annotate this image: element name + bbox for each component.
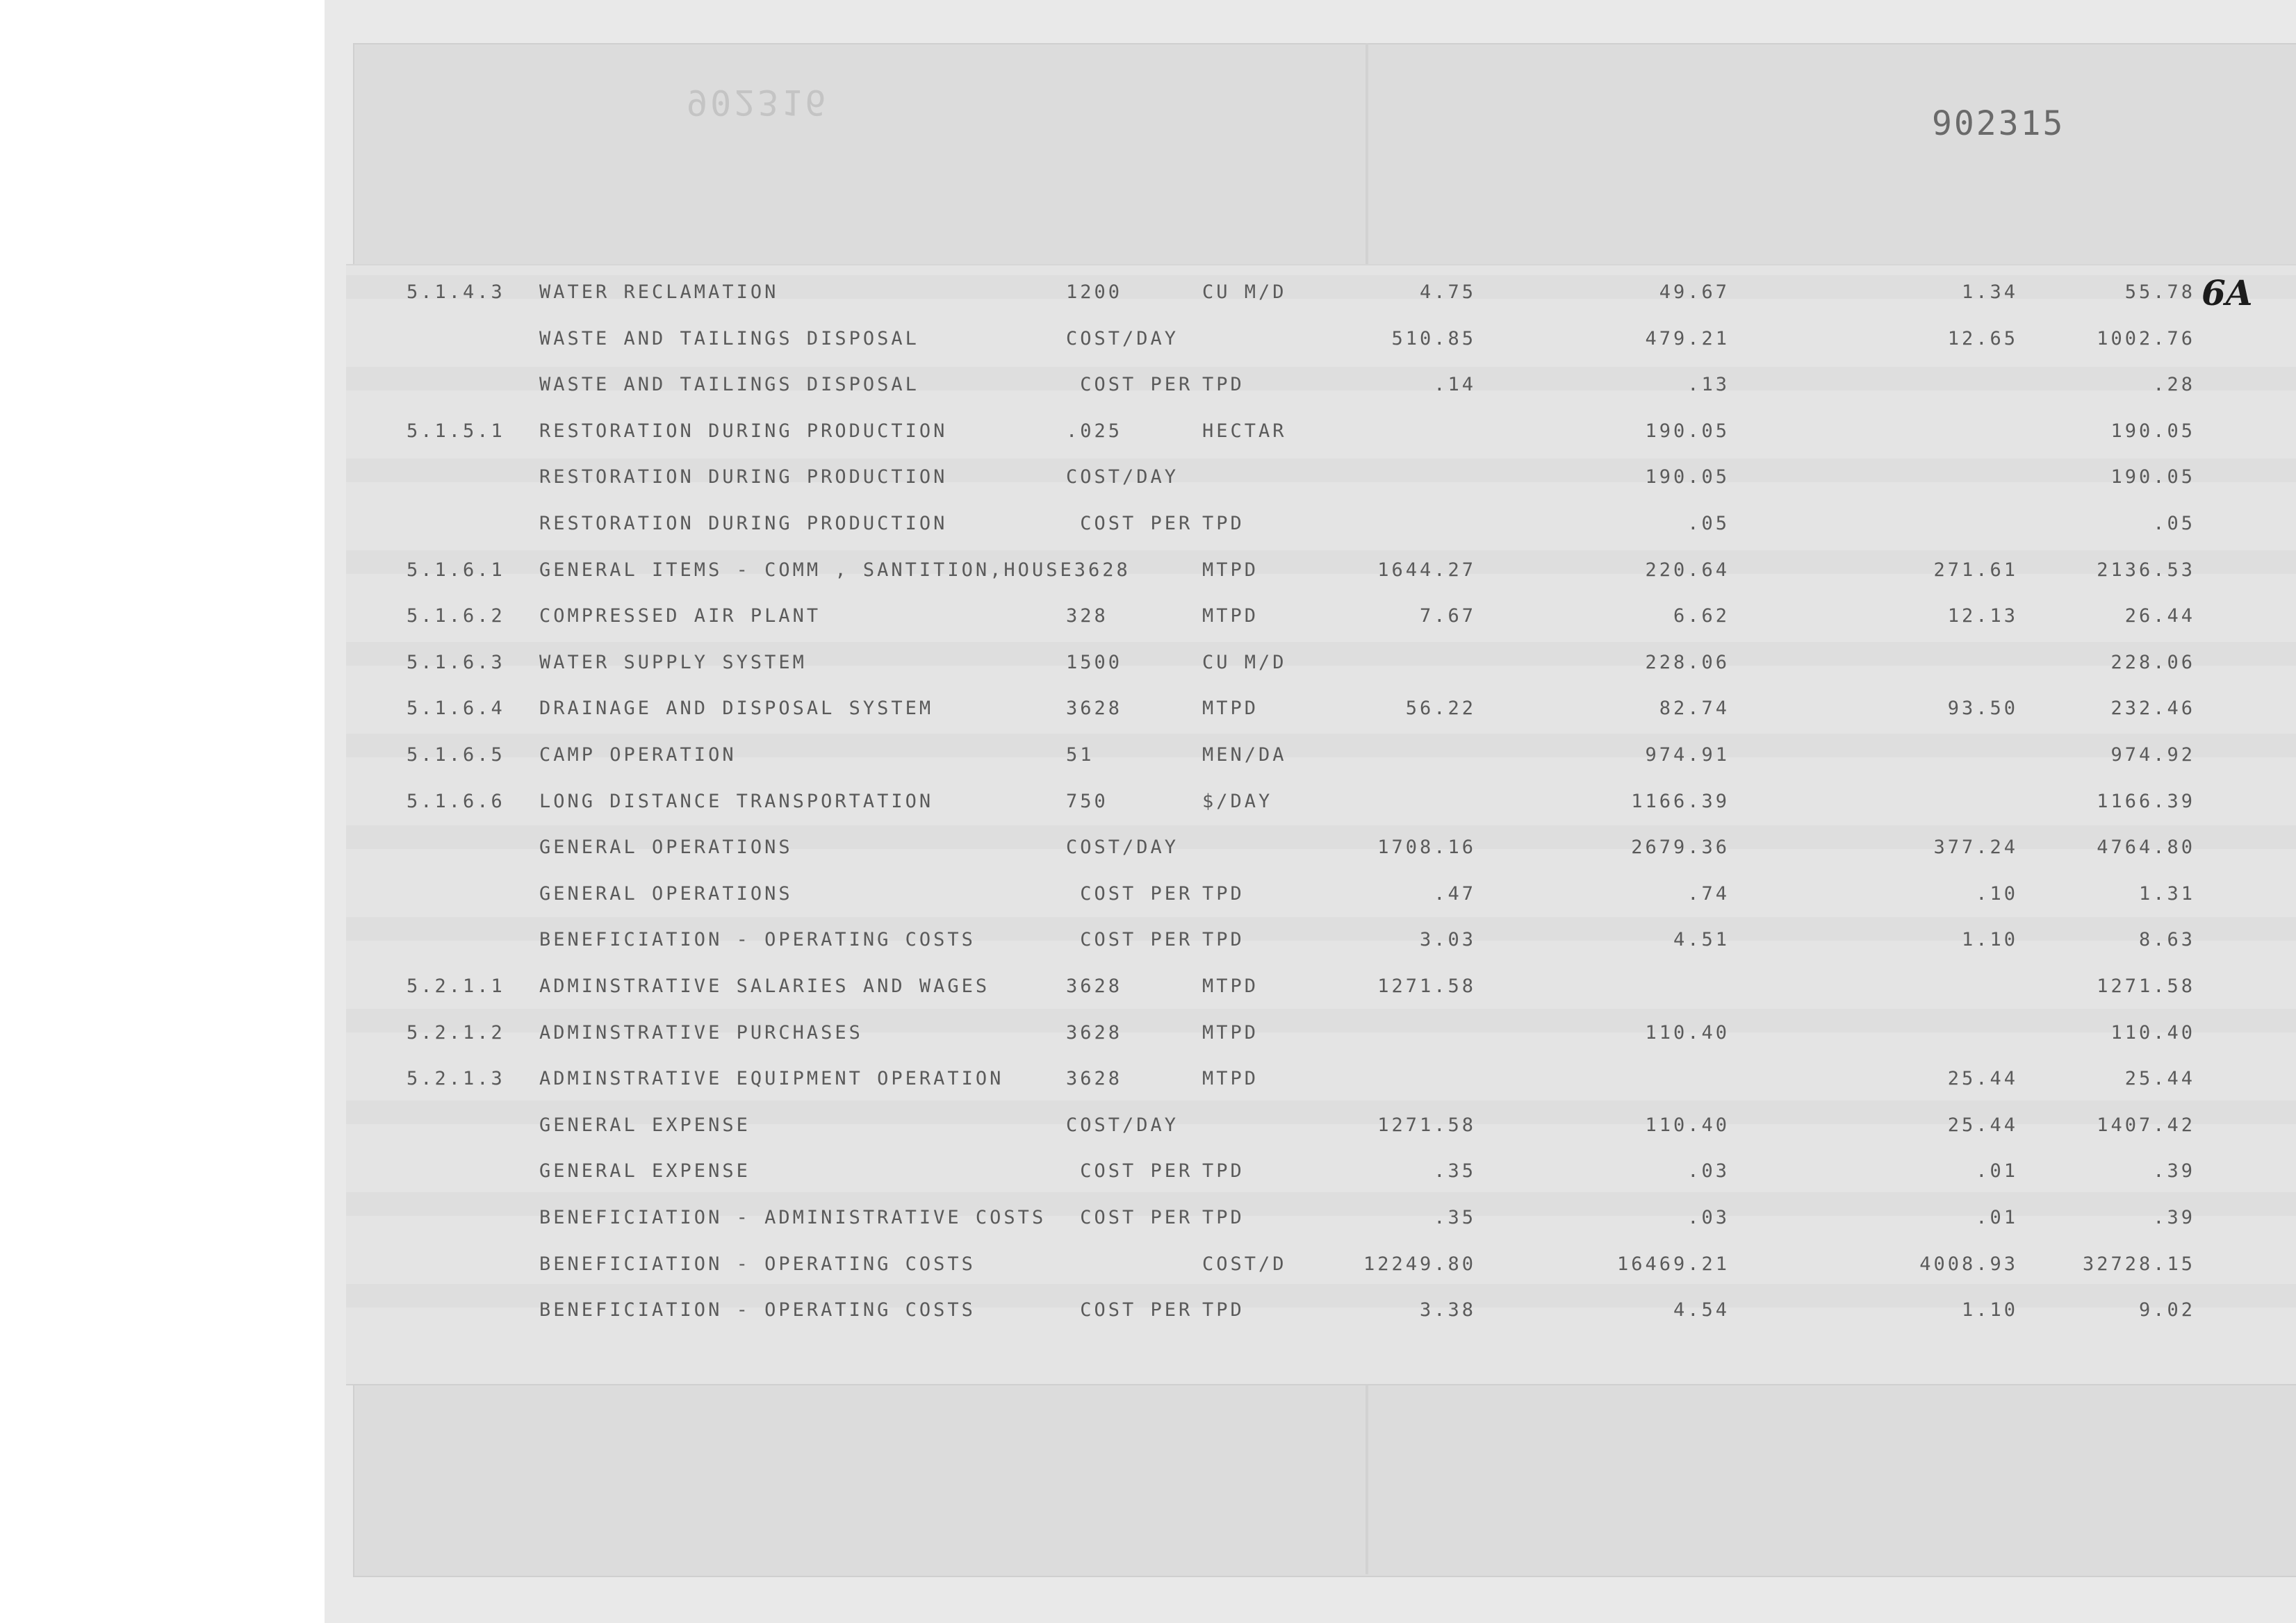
table-row: [0, 743, 2296, 789]
cost-value-3: .01: [1976, 1207, 2018, 1228]
item-code: 5.1.6.5: [407, 744, 505, 766]
quantity: 750: [1066, 791, 1108, 812]
table-row: [0, 466, 2296, 511]
cost-value-1: .35: [1434, 1160, 1476, 1182]
table-row: [0, 928, 2296, 974]
cost-value-2: 4.51: [1673, 929, 1730, 950]
cost-total: 232.46: [2110, 698, 2195, 719]
cost-value-2: 190.05: [1645, 420, 1730, 442]
unit: TPD: [1202, 1299, 1245, 1321]
table-row: [0, 512, 2296, 558]
item-description: WATER SUPPLY SYSTEM: [539, 652, 807, 673]
quantity: COST PER: [1066, 1299, 1193, 1321]
quantity: COST PER: [1066, 513, 1193, 534]
cost-total: 8.63: [2138, 929, 2195, 950]
cost-value-2: .13: [1687, 374, 1730, 395]
table-row: [0, 836, 2296, 882]
item-description: BENEFICIATION - ADMINISTRATIVE COSTS: [539, 1207, 1047, 1228]
cost-value-3: 93.50: [1947, 698, 2018, 719]
unit: TPD: [1202, 883, 1245, 905]
item-code: 5.1.6.3: [407, 652, 505, 673]
cost-value-2: .05: [1687, 513, 1730, 534]
unit: MTPD: [1202, 698, 1259, 719]
cost-value-1: 1708.16: [1377, 837, 1476, 858]
cost-value-3: 1.10: [1961, 1299, 2018, 1321]
quantity: .025: [1066, 420, 1123, 442]
quantity: 3628: [1066, 1022, 1123, 1044]
cost-total: 32728.15: [2082, 1253, 2195, 1275]
table-row: [0, 1299, 2296, 1344]
cost-total: 26.44: [2124, 605, 2195, 627]
item-description: GENERAL ITEMS - COMM , SANTITION,HOUSE3628: [539, 559, 1131, 581]
unit: $/DAY: [1202, 791, 1273, 812]
item-description: BENEFICIATION - OPERATING COSTS: [539, 929, 976, 950]
cost-value-2: 220.64: [1645, 559, 1730, 581]
cost-value-2: .03: [1687, 1207, 1730, 1228]
cost-value-1: 56.22: [1405, 698, 1476, 719]
cost-value-3: 1.34: [1961, 281, 2018, 303]
table-row: [0, 420, 2296, 466]
cost-value-1: 1644.27: [1377, 559, 1476, 581]
table-row: [0, 1206, 2296, 1252]
cost-value-1: 510.85: [1391, 328, 1476, 349]
cost-value-2: 4.54: [1673, 1299, 1730, 1321]
table-row: [0, 1067, 2296, 1113]
cost-value-2: 190.05: [1645, 466, 1730, 488]
item-description: LONG DISTANCE TRANSPORTATION: [539, 791, 934, 812]
cost-value-3: 25.44: [1947, 1114, 2018, 1136]
item-description: BENEFICIATION - OPERATING COSTS: [539, 1299, 976, 1321]
cost-value-1: 3.38: [1419, 1299, 1476, 1321]
cost-value-1: .47: [1434, 883, 1476, 905]
table-row: [0, 1021, 2296, 1067]
table-row: [0, 1253, 2296, 1299]
item-description: WASTE AND TAILINGS DISPOSAL: [539, 328, 919, 349]
item-code: 5.1.6.6: [407, 791, 505, 812]
cost-value-1: 7.67: [1419, 605, 1476, 627]
cost-total: .05: [2153, 513, 2195, 534]
cost-value-2: 82.74: [1659, 698, 1730, 719]
item-code: 5.1.6.1: [407, 559, 505, 581]
quantity: 51: [1066, 744, 1094, 766]
cost-value-2: 6.62: [1673, 605, 1730, 627]
cost-total: 1166.39: [2097, 791, 2195, 812]
table-row: [0, 1114, 2296, 1160]
quantity: 1500: [1066, 652, 1123, 673]
quantity: COST/DAY: [1066, 328, 1179, 349]
cost-value-3: 1.10: [1961, 929, 2018, 950]
item-description: ADMINSTRATIVE PURCHASES: [539, 1022, 863, 1044]
cost-value-2: 2679.36: [1631, 837, 1730, 858]
cost-total: .39: [2153, 1207, 2195, 1228]
item-code: 5.1.6.4: [407, 698, 505, 719]
unit: HECTAR: [1202, 420, 1287, 442]
item-description: RESTORATION DURING PRODUCTION: [539, 420, 948, 442]
table-row: [0, 697, 2296, 743]
cost-total: 1271.58: [2097, 975, 2195, 997]
unit: CU M/D: [1202, 652, 1287, 673]
handwritten-page-mark: 6A: [2201, 272, 2253, 313]
cost-value-3: 25.44: [1947, 1068, 2018, 1089]
unit: MTPD: [1202, 1022, 1259, 1044]
cost-value-2: .03: [1687, 1160, 1730, 1182]
unit: TPD: [1202, 1207, 1245, 1228]
cost-total: 1002.76: [2097, 328, 2195, 349]
cost-total: 190.05: [2110, 420, 2195, 442]
cost-value-3: .01: [1976, 1160, 2018, 1182]
item-code: 5.1.5.1: [407, 420, 505, 442]
unit: MTPD: [1202, 975, 1259, 997]
cost-value-2: 1166.39: [1631, 791, 1730, 812]
quantity: COST/DAY: [1066, 1114, 1179, 1136]
cost-value-3: 271.61: [1933, 559, 2018, 581]
quantity: 3628: [1066, 1068, 1123, 1089]
cost-total: 25.44: [2124, 1068, 2195, 1089]
unit: TPD: [1202, 1160, 1245, 1182]
cost-value-1: 3.03: [1419, 929, 1476, 950]
cost-total: 2136.53: [2097, 559, 2195, 581]
item-description: BENEFICIATION - OPERATING COSTS: [539, 1253, 976, 1275]
item-description: GENERAL OPERATIONS: [539, 883, 793, 905]
cost-value-2: 974.91: [1645, 744, 1730, 766]
quantity: 3628: [1066, 698, 1123, 719]
cost-total: 4764.80: [2097, 837, 2195, 858]
cost-value-3: 12.65: [1947, 328, 2018, 349]
cost-value-1: 1271.58: [1377, 975, 1476, 997]
cost-total: 974.92: [2110, 744, 2195, 766]
quantity: COST PER: [1066, 929, 1193, 950]
cost-total: 110.40: [2110, 1022, 2195, 1044]
cost-value-3: 4008.93: [1919, 1253, 2018, 1275]
unit: COST/D: [1202, 1253, 1287, 1275]
item-code: 5.2.1.3: [407, 1068, 505, 1089]
table-row: [0, 559, 2296, 604]
quantity: 3628: [1066, 975, 1123, 997]
quantity: COST PER: [1066, 374, 1193, 395]
table-row: [0, 604, 2296, 650]
table-row: [0, 327, 2296, 373]
table-row: [0, 1160, 2296, 1205]
quantity: 1200: [1066, 281, 1123, 303]
unit: CU M/D: [1202, 281, 1287, 303]
cost-total: 1407.42: [2097, 1114, 2195, 1136]
cost-total: 9.02: [2138, 1299, 2195, 1321]
cost-value-1: 12249.80: [1363, 1253, 1476, 1275]
quantity: COST PER: [1066, 1160, 1193, 1182]
item-description: WATER RECLAMATION: [539, 281, 779, 303]
unit: TPD: [1202, 929, 1245, 950]
unit: MTPD: [1202, 1068, 1259, 1089]
cost-value-1: .35: [1434, 1207, 1476, 1228]
cost-total: 228.06: [2110, 652, 2195, 673]
unit: TPD: [1202, 374, 1245, 395]
cost-total: .39: [2153, 1160, 2195, 1182]
unit: MEN/DA: [1202, 744, 1287, 766]
cost-value-2: 479.21: [1645, 328, 1730, 349]
table-row: [0, 882, 2296, 928]
cost-value-2: 49.67: [1659, 281, 1730, 303]
item-description: RESTORATION DURING PRODUCTION: [539, 513, 948, 534]
table-row: [0, 790, 2296, 836]
cost-total: 190.05: [2110, 466, 2195, 488]
cost-value-2: 110.40: [1645, 1114, 1730, 1136]
item-code: 5.1.4.3: [407, 281, 505, 303]
table-row: [0, 281, 2296, 327]
cost-value-3: 377.24: [1933, 837, 2018, 858]
item-code: 5.2.1.1: [407, 975, 505, 997]
document-number-stamp: 902315: [1932, 104, 2065, 143]
unit: MTPD: [1202, 559, 1259, 581]
item-description: GENERAL EXPENSE: [539, 1160, 751, 1182]
table-row: [0, 373, 2296, 419]
quantity: 328: [1066, 605, 1108, 627]
table-row: [0, 975, 2296, 1021]
cost-value-1: .14: [1434, 374, 1476, 395]
cost-total: .28: [2153, 374, 2195, 395]
unit: MTPD: [1202, 605, 1259, 627]
cost-value-2: 110.40: [1645, 1022, 1730, 1044]
item-description: ADMINSTRATIVE EQUIPMENT OPERATION: [539, 1068, 1004, 1089]
item-description: COMPRESSED AIR PLANT: [539, 605, 821, 627]
quantity: COST/DAY: [1066, 837, 1179, 858]
table-row: [0, 651, 2296, 697]
quantity: COST/DAY: [1066, 466, 1179, 488]
item-code: 5.1.6.2: [407, 605, 505, 627]
unit: TPD: [1202, 513, 1245, 534]
item-description: DRAINAGE AND DISPOSAL SYSTEM: [539, 698, 934, 719]
item-description: RESTORATION DURING PRODUCTION: [539, 466, 948, 488]
item-code: 5.2.1.2: [407, 1022, 505, 1044]
cost-value-3: .10: [1976, 883, 2018, 905]
cost-total: 55.78: [2124, 281, 2195, 303]
item-description: GENERAL EXPENSE: [539, 1114, 751, 1136]
quantity: COST PER: [1066, 1207, 1193, 1228]
item-description: WASTE AND TAILINGS DISPOSAL: [539, 374, 919, 395]
cost-value-1: 4.75: [1419, 281, 1476, 303]
quantity: COST PER: [1066, 883, 1193, 905]
cost-value-2: 228.06: [1645, 652, 1730, 673]
cost-value-2: 16469.21: [1616, 1253, 1730, 1275]
item-description: GENERAL OPERATIONS: [539, 837, 793, 858]
cost-value-2: .74: [1687, 883, 1730, 905]
cost-value-3: 12.13: [1947, 605, 2018, 627]
bleed-through-stamp: 902316: [687, 82, 829, 122]
item-description: CAMP OPERATION: [539, 744, 737, 766]
item-description: ADMINSTRATIVE SALARIES AND WAGES: [539, 975, 990, 997]
cost-value-1: 1271.58: [1377, 1114, 1476, 1136]
cost-total: 1.31: [2138, 883, 2195, 905]
